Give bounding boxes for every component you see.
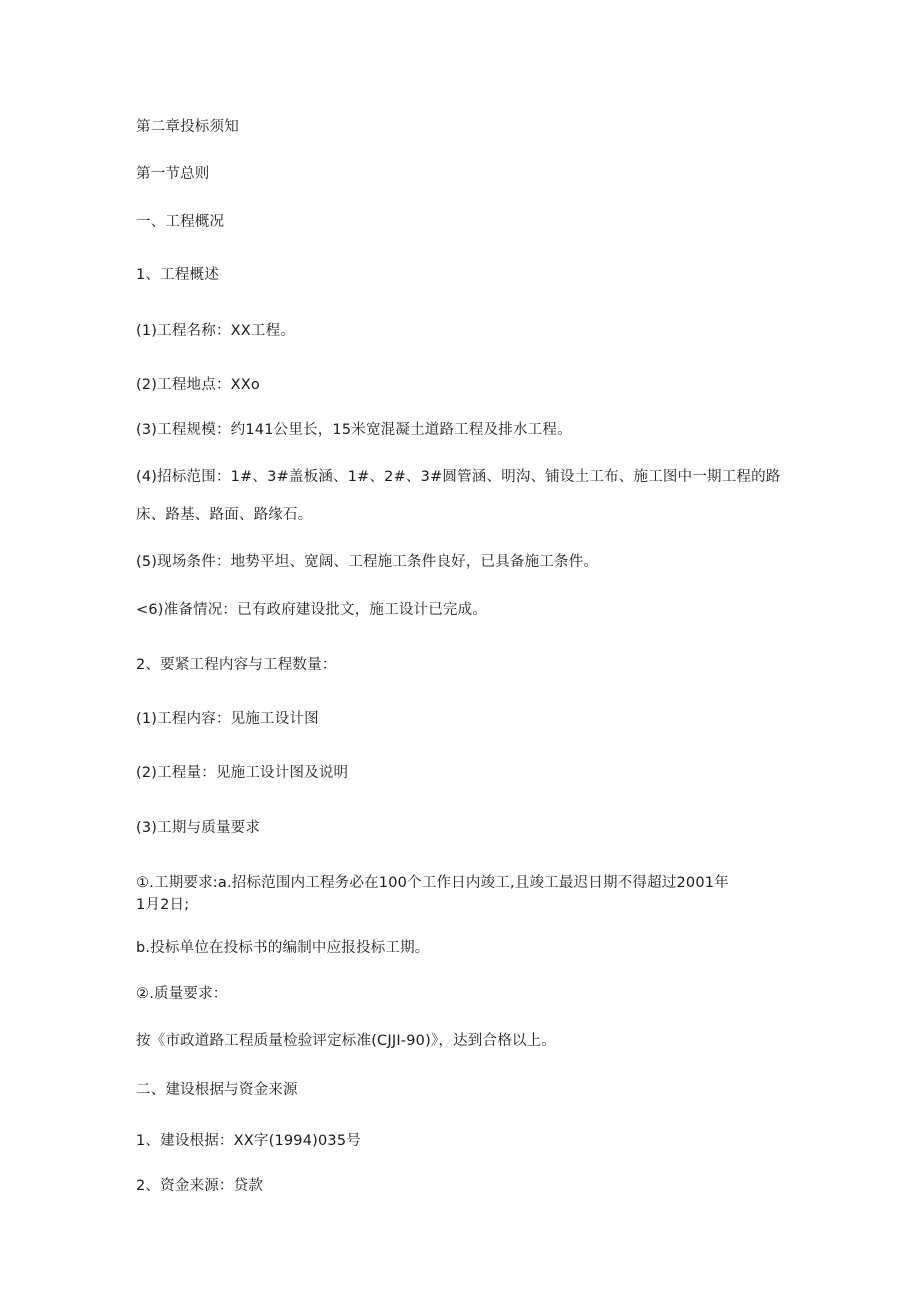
section-title: 第一节总则: [136, 166, 210, 182]
quality-requirement-heading: ②.质量要求：: [136, 986, 228, 1002]
schedule-requirement-line2: 1月2日;: [136, 897, 190, 913]
preparation-status: <6)准备情况：已有政府建设批文，施工设计已完成。: [136, 602, 488, 618]
part2-heading: 二、建设根据与资金来源: [136, 1082, 298, 1098]
chapter-title: 第二章投标须知: [136, 119, 239, 135]
quality-requirement-text: 按《市政道路工程质量检验评定标准(CJJI-90)》，达到合格以上。: [136, 1033, 556, 1049]
bid-scope-line2: 床、路基、路面、路缘石。: [136, 507, 313, 523]
project-quantity: (2)工程量：见施工设计图及说明: [136, 765, 349, 781]
funding-source: 2、资金来源：贷款: [136, 1178, 264, 1194]
project-name: (1)工程名称：XX工程。: [136, 323, 296, 339]
project-content: (1)工程内容：见施工设计图: [136, 711, 319, 727]
schedule-requirement-line1: ①.工期要求:a.招标范围内工程务必在100个工作日内竣工,且竣工最迟日期不得超过2001年: [136, 875, 729, 891]
site-conditions: (5)现场条件：地势平坦、宽阔、工程施工条件良好，已具备施工条件。: [136, 554, 599, 570]
part1-heading: 一、工程概况: [136, 214, 225, 230]
item2-heading: 2、要紧工程内容与工程数量：: [136, 657, 337, 673]
schedule-requirement-b: b.投标单位在投标书的编制中应报投标工期。: [136, 940, 430, 956]
bid-scope-line1: (4)招标范围：1#、3#盖板涵、1#、2#、3#圆管涵、明沟、铺设土工布、施工图中一期工程的路: [136, 469, 781, 485]
item1-heading: 1、工程概述: [136, 267, 219, 283]
construction-basis: 1、建设根据：XX字(1994)035号: [136, 1133, 361, 1149]
project-location: (2)工程地点：XXo: [136, 377, 260, 393]
schedule-quality-heading: (3)工期与质量要求: [136, 820, 261, 836]
project-scale: (3)工程规模：约141公里长，15米宽混凝土道路工程及排水工程。: [136, 422, 572, 438]
